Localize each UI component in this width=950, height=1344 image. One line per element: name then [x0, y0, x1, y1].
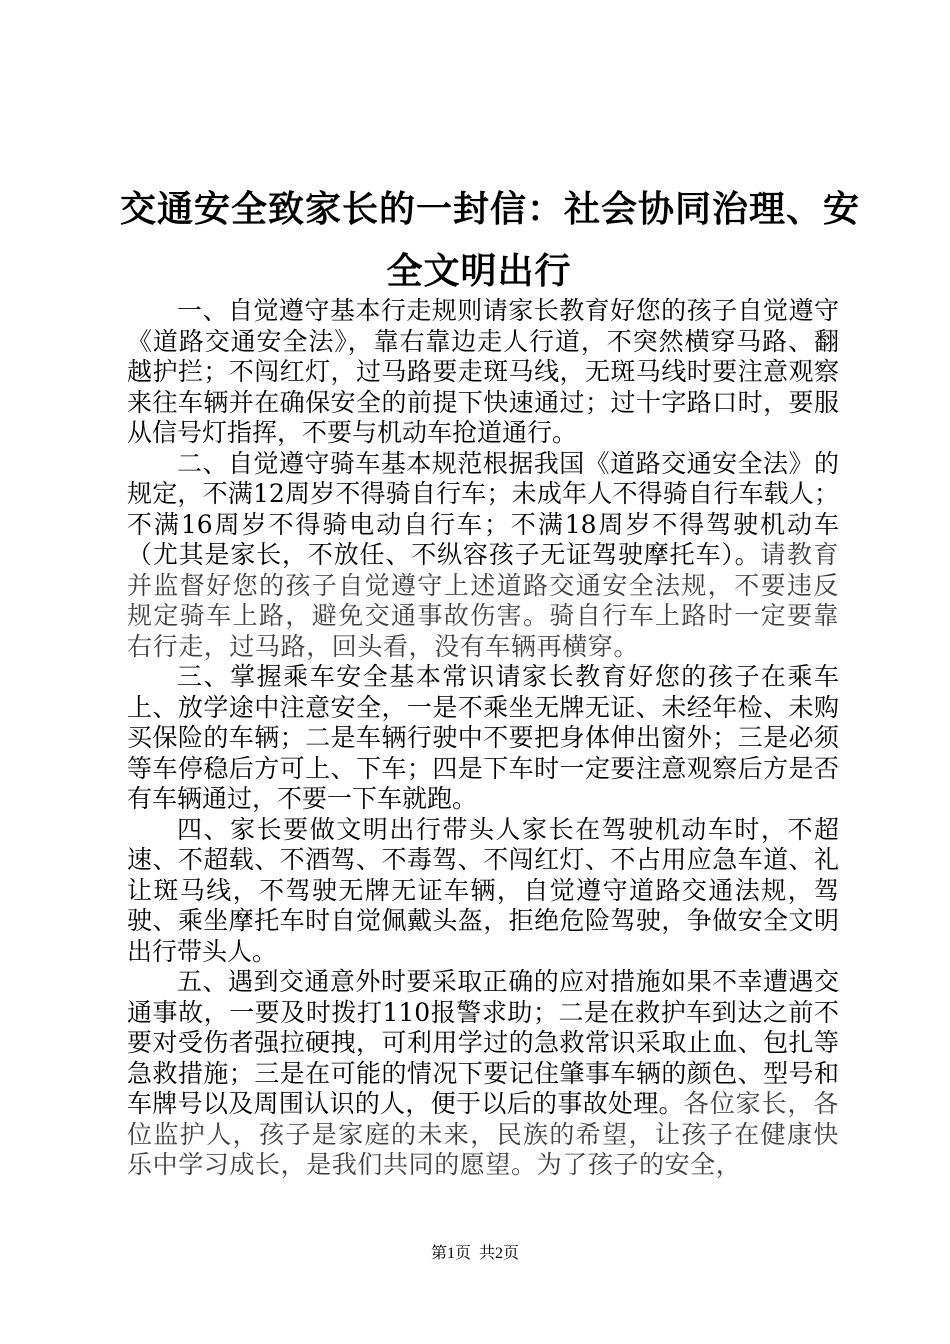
- page-footer: [0, 1240, 950, 1263]
- page-total: 共2页: [479, 1245, 520, 1262]
- document-title: [120, 178, 861, 302]
- paragraph-parent-example: [127, 815, 839, 968]
- page-number: 第1页: [430, 1245, 471, 1262]
- paragraph-text: 五、遇到交通意外时要采取正确的应对措施如果不幸遭遇交通事故，一要及时拨打110报警求助；二是在救护车到达之前不要对受伤者强拉硬拽，可利用学过的急救常识采取止血、包扎等急救措施；三是在可能的情况下要记住肇事车辆的颜色、型号和车牌号以及周围认识的人，便于以后的事故处理。: [127, 967, 839, 1118]
- paragraph-note: 各位家长，各位监护人，孩子是家庭的未来，民族的希望，让孩子在健康快乐中学习成长，是我们共同的愿望。为了孩子的安全，: [127, 1089, 839, 1179]
- paragraph-text: 一、自觉遵守基本行走规则请家长教育好您的孩子自觉遵守《道路交通安全法》，靠右靠边走人行道，不突然横穿马路、翻越护拦；不闯红灯，过马路要走斑马线，无斑马线时要注意观察来往车辆并在确保安全的前提下快速通过；过十字路口时，要服从信号灯指挥，不要与机动车抢道通行。: [127, 296, 839, 447]
- paragraph-text: 四、家长要做文明出行带头人家长在驾驶机动车时，不超速、不超载、不酒驾、不毒驾、不闯红灯、不占用应急车道、礼让斑马线，不驾驶无牌无证车辆，自觉遵守道路交通法规，驾驶、乘坐摩托车时自觉佩戴头盔，拒绝危险驾驶，争做安全文明出行带头人。: [127, 814, 839, 966]
- paragraph-accident-response: [127, 967, 839, 1181]
- paragraph-text: 二、自觉遵守骑车基本规范根据我国《道路交通安全法》的规定，不满12周岁不得骑自行车；未成年人不得骑自行车载人；不满16周岁不得骑电动自行车；不满18周岁不得驾驶机动车（尤其是家长，不放任、不纵容孩子无证驾驶摩托车）。: [127, 448, 839, 569]
- paragraph-text: 三、掌握乘车安全基本常识请家长教育好您的孩子在乘车上、放学途中注意安全，一是不乘坐无牌无证、未经年检、未购买保险的车辆；二是车辆行驶中不要把身体伸出窗外；三是必须等车停稳后方可上、下车；四是下车时一定要注意观察后方是否有车辆通过，不要一下车就跑。: [127, 662, 839, 813]
- title-line-1: 交通安全致家长的一封信：社会协同治理、安: [120, 188, 861, 230]
- paragraph-cycling-rules: [127, 449, 839, 663]
- paragraph-walking-rules: [127, 296, 839, 449]
- title-line-2: 全文明出行: [386, 250, 572, 292]
- document-body: [127, 296, 839, 1181]
- paragraph-note: 请教育并监督好您的孩子自觉遵守上述道路交通安全法规，不要违反规定骑车上路，避免交通事故伤害。骑自行车上路时一定要靠右行走，过马路，回头看，没有车辆再横穿。: [127, 540, 839, 661]
- paragraph-riding-safety: [127, 662, 839, 815]
